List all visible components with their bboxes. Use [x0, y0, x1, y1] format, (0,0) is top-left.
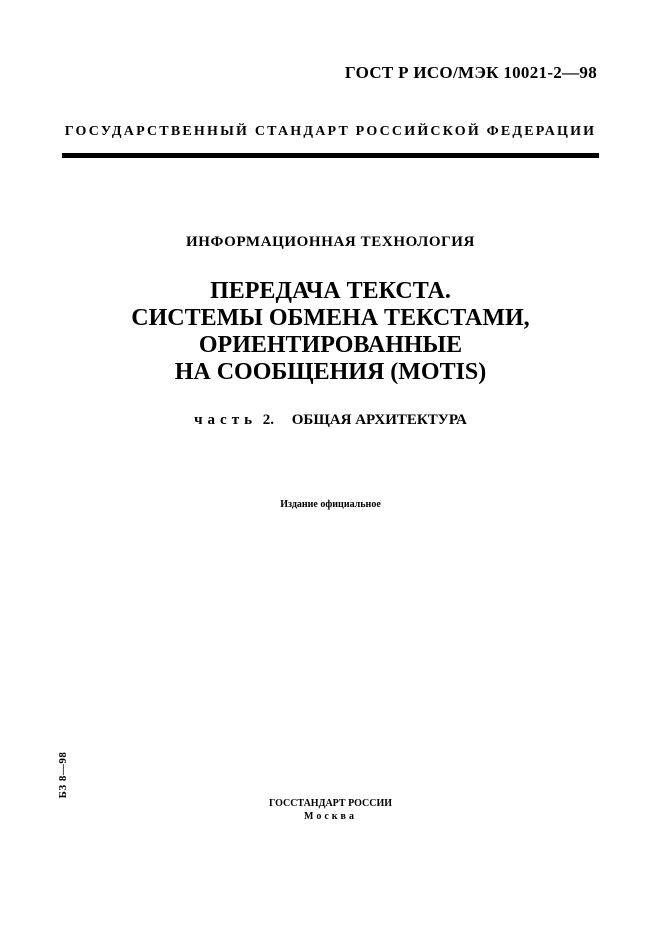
publisher-city: Москва: [304, 811, 357, 822]
title-line: ОРИЕНТИРОВАННЫЕ: [198, 332, 463, 358]
state-standard-heading: ГОСУДАРСТВЕННЫЙ СТАНДАРТ РОССИЙСКОЙ ФЕДЕРАЦИИ: [64, 124, 597, 139]
title-line: СИСТЕМЫ ОБМЕНА ТЕКСТАМИ,: [131, 305, 530, 331]
part-title: ОБЩАЯ АРХИТЕКТУРА: [291, 412, 467, 428]
document-code: ГОСТ Р ИСО/МЭК 10021-2—98: [344, 63, 597, 82]
part-number: 2.: [262, 412, 274, 428]
edition-note: Издание официальное: [280, 499, 381, 510]
main-title: [0, 278, 661, 386]
subject-heading: ИНФОРМАЦИОННАЯ ТЕХНОЛОГИЯ: [185, 234, 475, 250]
part-heading: [0, 412, 661, 429]
title-line: ПЕРЕДАЧА ТЕКСТА.: [210, 278, 451, 304]
part-label: часть: [194, 412, 257, 428]
header-rule-divider: [62, 153, 599, 158]
title-line: НА СООБЩЕНИЯ (MOTIS): [174, 359, 487, 385]
side-code-text: БЗ 8—98: [57, 751, 69, 799]
side-code-vertical: [53, 745, 73, 805]
publisher-name: ГОССТАНДАРТ РОССИИ: [268, 798, 393, 809]
